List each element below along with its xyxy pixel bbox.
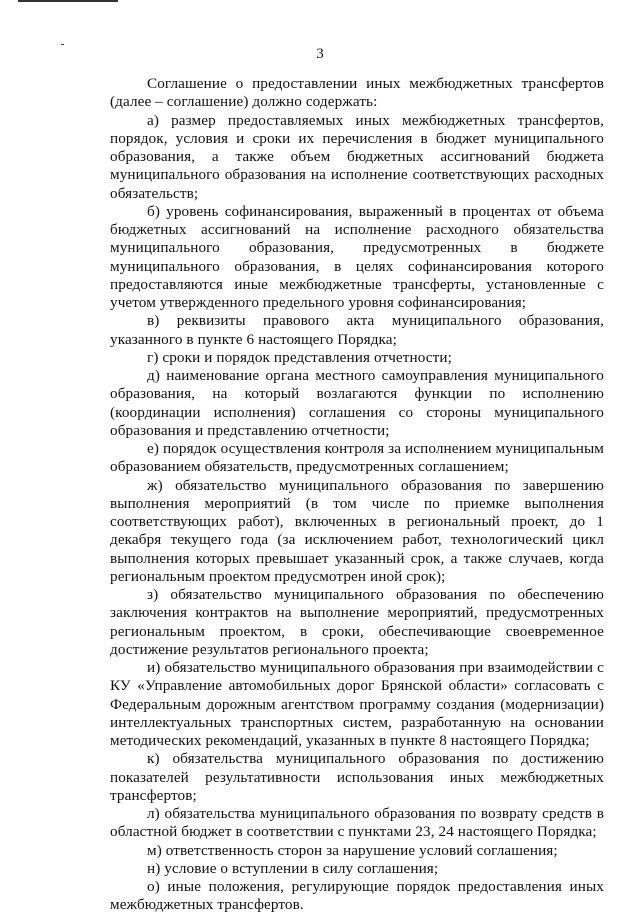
paragraph-item-i: и) обязательство муниципального образования при взаимодействии с КУ «Управление автомобильных дорог Брянской области» согласовать с Федеральным дорожным агентством программу создания (модернизации) интеллектуальных транспортных систем, разработанную на основании методических рекомендаций, указанных в пункте 8 настоящего Порядка; — [110, 659, 604, 749]
paragraph-item-zh: ж) обязательство муниципального образования по завершению выполнения мероприятий (в том числе по приемке выполнения соответствующих работ), включенных в региональный проект, до 1 декабря текущего года (за исключением работ, технологический цикл выполнения которых превышает указанный срок, а также случаев, когда региональным проектом предусмотрен иной срок); — [110, 476, 604, 585]
paragraph-item-v: в) реквизиты правового акта муниципального образования, указанного в пункте 6 настоящего Порядка; — [110, 312, 604, 348]
paragraph-item-e: е) порядок осуществления контроля за исполнением муниципальным образованием обязательств, предусмотренных соглашением; — [110, 440, 604, 476]
paragraph-item-z: з) обязательство муниципального образования по обеспечению заключения контрактов на выполнение мероприятий, предусмотренных региональным проектом, в сроки, обеспечивающие своевременное достижение результатов регионального проекта; — [110, 586, 604, 658]
paragraph-item-b: б) уровень софинансирования, выраженный в процентах от объема бюджетных ассигнований на исполнение расходного обязательства муниципального образования, предусмотренных в бюджете муниципального образования, в целях софинансирования которого предоставляются иные межбюджетные трансферты, установленные с учетом утвержденного предельного уровня софинансирования; — [110, 202, 604, 311]
paragraph-item-o: о) иные положения, регулирующие порядок предоставления иных межбюджетных трансфертов. — [110, 878, 604, 914]
paragraph-item-d: д) наименование органа местного самоуправления муниципального образования, на который возлагаются функции по исполнению (координации исполнения) соглашения со стороны муниципального образования и представлению отчетности; — [110, 367, 604, 439]
paragraph-item-n: н) условие о вступлении в силу соглашения; — [147, 859, 439, 877]
paragraph-item-k: к) обязательства муниципального образования по достижению показателей результативности использования иных межбюджетных трансфертов; — [110, 750, 604, 804]
paragraph-item-m: м) ответственность сторон за нарушение условий соглашения; — [147, 841, 558, 859]
document-body — [110, 75, 604, 915]
paragraph-item-a: а) размер предоставляемых иных межбюджетных трансфертов, порядок, условия и сроки их перечисления в бюджет муниципального образования, а также объем бюджетных ассигнований бюджета муниципального образования на исполнение соответствующих расходных обязательств; — [110, 111, 604, 202]
paragraph-item-l: л) обязательства муниципального образования по возврату средств в областной бюджет в соответствии с пунктами 23, 24 настоящего Порядка; — [110, 805, 604, 841]
page-number: 3 — [316, 46, 324, 62]
paragraph-intro: Соглашение о предоставлении иных межбюджетных трансфертов (далее – соглашение) должно содержать: — [110, 75, 604, 111]
paragraph-item-g: г) сроки и порядок представления отчетности; — [147, 348, 452, 366]
scan-edge-mark — [18, 0, 118, 2]
